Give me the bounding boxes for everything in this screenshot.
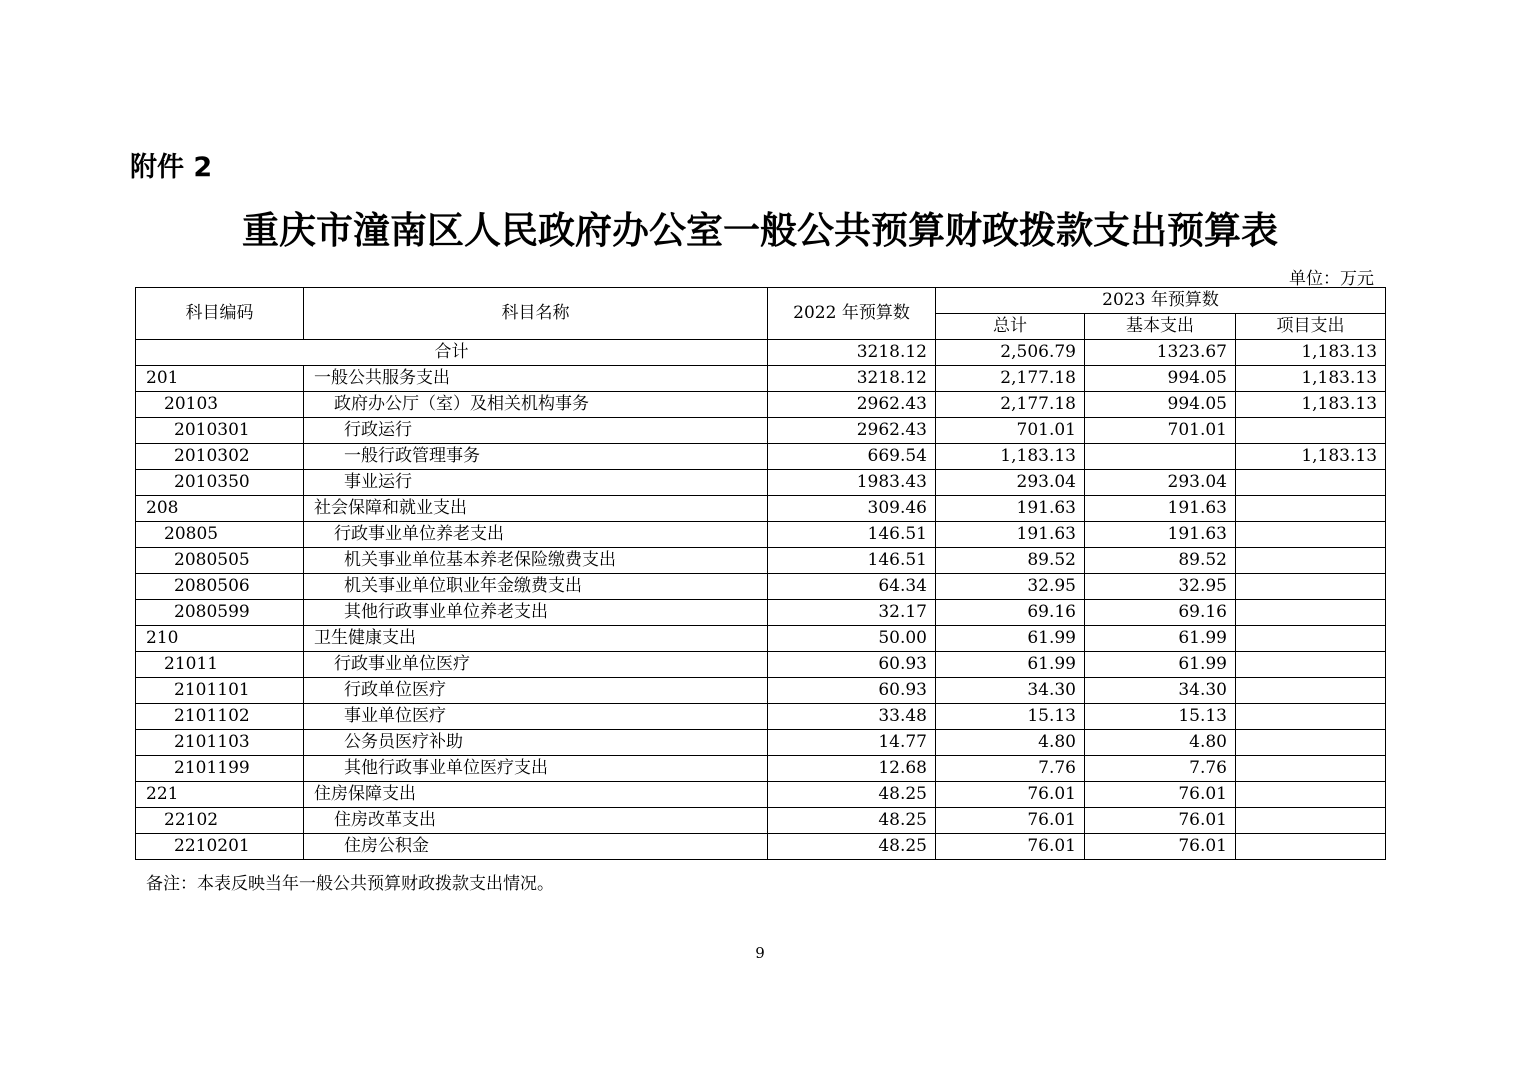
table-row — [136, 392, 1386, 418]
row-budget-2022: 50.00 — [768, 626, 936, 652]
row-name: 其他行政事业单位养老支出 — [304, 600, 768, 626]
table-row — [136, 808, 1386, 834]
row-total: 34.30 — [936, 678, 1085, 704]
table-row — [136, 470, 1386, 496]
row-budget-2022: 146.51 — [768, 522, 936, 548]
table-row — [136, 418, 1386, 444]
table-row — [136, 600, 1386, 626]
row-name: 政府办公厅（室）及相关机构事务 — [304, 392, 768, 418]
row-basic: 15.13 — [1085, 704, 1236, 730]
table-row — [136, 522, 1386, 548]
header-name: 科目名称 — [304, 288, 768, 340]
row-project — [1236, 418, 1386, 444]
row-code: 2080599 — [136, 600, 304, 626]
row-budget-2022: 60.93 — [768, 678, 936, 704]
table-row — [136, 652, 1386, 678]
row-total: 61.99 — [936, 626, 1085, 652]
row-project — [1236, 522, 1386, 548]
table-row — [136, 782, 1386, 808]
row-code: 210 — [136, 626, 304, 652]
row-budget-2022: 48.25 — [768, 808, 936, 834]
budget-table — [135, 287, 1386, 860]
page-title: 重庆市潼南区人民政府办公室一般公共预算财政拨款支出预算表 — [242, 208, 1278, 252]
row-project — [1236, 600, 1386, 626]
row-total: 2,177.18 — [936, 366, 1085, 392]
row-total: 191.63 — [936, 522, 1085, 548]
row-basic: 994.05 — [1085, 366, 1236, 392]
table-row — [136, 756, 1386, 782]
row-basic: 4.80 — [1085, 730, 1236, 756]
table-row — [136, 496, 1386, 522]
row-basic — [1085, 444, 1236, 470]
header-project: 项目支出 — [1236, 314, 1386, 340]
row-project — [1236, 548, 1386, 574]
row-name: 其他行政事业单位医疗支出 — [304, 756, 768, 782]
row-basic: 293.04 — [1085, 470, 1236, 496]
row-budget-2022: 48.25 — [768, 834, 936, 860]
row-code: 2101199 — [136, 756, 304, 782]
row-budget-2022: 32.17 — [768, 600, 936, 626]
table-row — [136, 834, 1386, 860]
row-code: 2101103 — [136, 730, 304, 756]
row-name: 事业单位医疗 — [304, 704, 768, 730]
table-row — [136, 574, 1386, 600]
table-row — [136, 704, 1386, 730]
row-basic: 701.01 — [1085, 418, 1236, 444]
row-total: 701.01 — [936, 418, 1085, 444]
row-basic: 191.63 — [1085, 522, 1236, 548]
row-budget-2022: 146.51 — [768, 548, 936, 574]
table-row — [136, 626, 1386, 652]
row-basic: 191.63 — [1085, 496, 1236, 522]
row-budget-2022: 3218.12 — [768, 366, 936, 392]
row-basic: 61.99 — [1085, 626, 1236, 652]
total-basic: 1323.67 — [1085, 340, 1236, 366]
row-total: 76.01 — [936, 808, 1085, 834]
row-code: 221 — [136, 782, 304, 808]
row-total: 76.01 — [936, 782, 1085, 808]
row-total: 76.01 — [936, 834, 1085, 860]
row-budget-2022: 14.77 — [768, 730, 936, 756]
header-total: 总计 — [936, 314, 1085, 340]
row-name: 公务员医疗补助 — [304, 730, 768, 756]
row-project — [1236, 834, 1386, 860]
row-basic: 69.16 — [1085, 600, 1236, 626]
row-total: 15.13 — [936, 704, 1085, 730]
row-project — [1236, 782, 1386, 808]
row-total: 2,177.18 — [936, 392, 1085, 418]
row-code: 21011 — [136, 652, 304, 678]
row-code: 2010302 — [136, 444, 304, 470]
header-budget-2022: 2022 年预算数 — [768, 288, 936, 340]
row-basic: 34.30 — [1085, 678, 1236, 704]
row-name: 住房公积金 — [304, 834, 768, 860]
row-code: 2010350 — [136, 470, 304, 496]
row-name: 住房改革支出 — [304, 808, 768, 834]
row-name: 机关事业单位基本养老保险缴费支出 — [304, 548, 768, 574]
row-name: 一般公共服务支出 — [304, 366, 768, 392]
row-code: 20103 — [136, 392, 304, 418]
row-project: 1,183.13 — [1236, 444, 1386, 470]
total-project: 1,183.13 — [1236, 340, 1386, 366]
row-total: 89.52 — [936, 548, 1085, 574]
row-project — [1236, 756, 1386, 782]
row-total: 1,183.13 — [936, 444, 1085, 470]
row-name: 行政运行 — [304, 418, 768, 444]
table-row — [136, 366, 1386, 392]
row-total: 4.80 — [936, 730, 1085, 756]
row-budget-2022: 64.34 — [768, 574, 936, 600]
footnote: 备注：本表反映当年一般公共预算财政拨款支出情况。 — [146, 874, 554, 894]
row-project — [1236, 808, 1386, 834]
row-basic: 994.05 — [1085, 392, 1236, 418]
row-total: 191.63 — [936, 496, 1085, 522]
row-basic: 61.99 — [1085, 652, 1236, 678]
header-code: 科目编码 — [136, 288, 304, 340]
row-budget-2022: 309.46 — [768, 496, 936, 522]
row-project — [1236, 730, 1386, 756]
row-project — [1236, 574, 1386, 600]
row-project — [1236, 704, 1386, 730]
header-basic: 基本支出 — [1085, 314, 1236, 340]
row-basic: 7.76 — [1085, 756, 1236, 782]
table-row — [136, 730, 1386, 756]
row-budget-2022: 2962.43 — [768, 392, 936, 418]
row-budget-2022: 33.48 — [768, 704, 936, 730]
row-budget-2022: 12.68 — [768, 756, 936, 782]
row-project — [1236, 496, 1386, 522]
row-total: 69.16 — [936, 600, 1085, 626]
row-name: 行政事业单位养老支出 — [304, 522, 768, 548]
row-total: 32.95 — [936, 574, 1085, 600]
row-name: 行政单位医疗 — [304, 678, 768, 704]
row-basic: 89.52 — [1085, 548, 1236, 574]
row-code: 20805 — [136, 522, 304, 548]
row-name: 机关事业单位职业年金缴费支出 — [304, 574, 768, 600]
row-name: 行政事业单位医疗 — [304, 652, 768, 678]
row-code: 2080505 — [136, 548, 304, 574]
row-name: 一般行政管理事务 — [304, 444, 768, 470]
table-row — [136, 548, 1386, 574]
row-code: 2080506 — [136, 574, 304, 600]
attachment-label: 附件 2 — [130, 152, 213, 183]
row-budget-2022: 60.93 — [768, 652, 936, 678]
row-budget-2022: 1983.43 — [768, 470, 936, 496]
row-project — [1236, 652, 1386, 678]
row-budget-2022: 669.54 — [768, 444, 936, 470]
row-budget-2022: 48.25 — [768, 782, 936, 808]
row-basic: 76.01 — [1085, 782, 1236, 808]
header-budget-2023: 2023 年预算数 — [936, 288, 1386, 314]
row-code: 22102 — [136, 808, 304, 834]
row-basic: 76.01 — [1085, 834, 1236, 860]
row-total: 61.99 — [936, 652, 1085, 678]
row-code: 201 — [136, 366, 304, 392]
row-code: 2101101 — [136, 678, 304, 704]
unit-label: 单位：万元 — [1289, 269, 1374, 289]
row-project — [1236, 678, 1386, 704]
page-number: 9 — [755, 944, 765, 962]
row-project — [1236, 626, 1386, 652]
row-code: 2010301 — [136, 418, 304, 444]
row-name: 事业运行 — [304, 470, 768, 496]
row-basic: 76.01 — [1085, 808, 1236, 834]
row-project: 1,183.13 — [1236, 392, 1386, 418]
row-code: 2101102 — [136, 704, 304, 730]
table-row — [136, 678, 1386, 704]
row-name: 卫生健康支出 — [304, 626, 768, 652]
row-budget-2022: 2962.43 — [768, 418, 936, 444]
row-project: 1,183.13 — [1236, 366, 1386, 392]
row-project — [1236, 470, 1386, 496]
total-row — [136, 340, 1386, 366]
total-b2022: 3218.12 — [768, 340, 936, 366]
row-code: 208 — [136, 496, 304, 522]
row-basic: 32.95 — [1085, 574, 1236, 600]
row-total: 293.04 — [936, 470, 1085, 496]
row-code: 2210201 — [136, 834, 304, 860]
table-row — [136, 444, 1386, 470]
row-name: 社会保障和就业支出 — [304, 496, 768, 522]
total-label: 合计 — [136, 340, 768, 366]
row-total: 7.76 — [936, 756, 1085, 782]
total-total: 2,506.79 — [936, 340, 1085, 366]
row-name: 住房保障支出 — [304, 782, 768, 808]
